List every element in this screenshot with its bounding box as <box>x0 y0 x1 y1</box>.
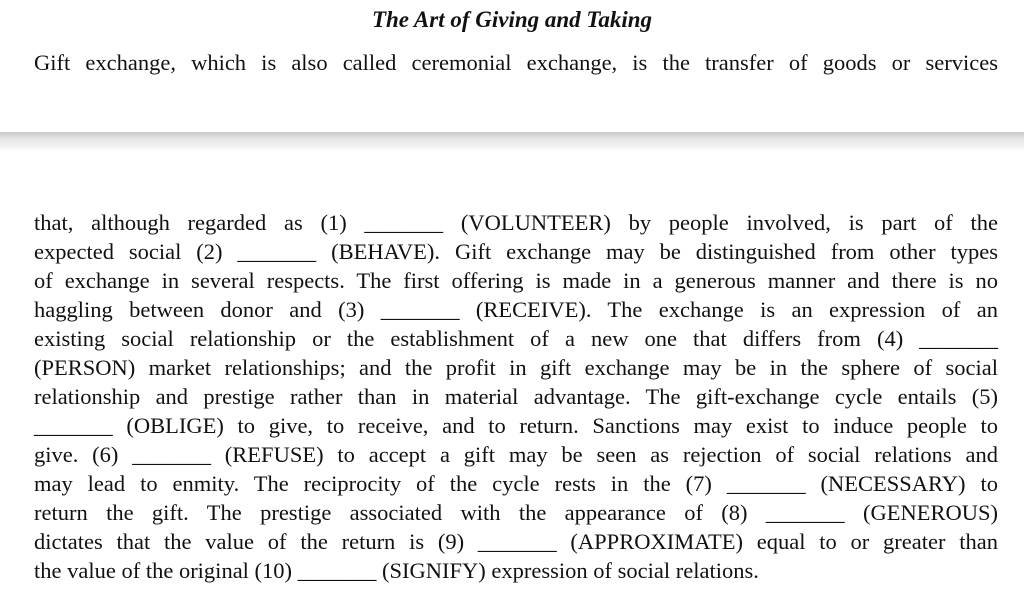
text-line: dictates that the value of the return is (9) _______ (APPROXIMATE) equal to or greater than <box>34 529 998 554</box>
intro-line: Gift exchange, which is also called ceremonial exchange, is the transfer of goods or services <box>34 50 998 75</box>
text-line: haggling between donor and (3) _______ (RECEIVE). The exchange is an expression of an <box>34 297 998 322</box>
page-top-section <box>0 0 1024 132</box>
text-line: existing social relationship or the establishment of a new one that differs from (4) _______ <box>34 326 998 351</box>
body-paragraph <box>34 208 998 585</box>
text-line: (PERSON) market relationships; and the profit in gift exchange may be in the sphere of social <box>34 355 998 380</box>
text-line: of exchange in several respects. The first offering is made in a generous manner and there is no <box>34 268 998 293</box>
text-line: expected social (2) _______ (BEHAVE). Gift exchange may be distinguished from other types <box>34 239 998 264</box>
text-line: relationship and prestige rather than in material advantage. The gift-exchange cycle entails (5) <box>34 384 998 409</box>
text-line: may lead to enmity. The reciprocity of the cycle rests in the (7) _______ (NECESSARY) to <box>34 471 998 496</box>
document-title: The Art of Giving and Taking <box>371 7 653 32</box>
page-break-separator <box>0 132 1024 152</box>
text-line: return the gift. The prestige associated with the appearance of (8) _______ (GENEROUS) <box>34 500 998 525</box>
text-line: the value of the original (10) _______ (SIGNIFY) expression of social relations. <box>34 558 759 583</box>
text-line: that, although regarded as (1) _______ (VOLUNTEER) by people involved, is part of the <box>34 210 998 235</box>
text-line: give. (6) _______ (REFUSE) to accept a gift may be seen as rejection of social relations and <box>34 442 998 467</box>
text-line: _______ (OBLIGE) to give, to receive, and to return. Sanctions may exist to induce people to <box>34 413 998 438</box>
